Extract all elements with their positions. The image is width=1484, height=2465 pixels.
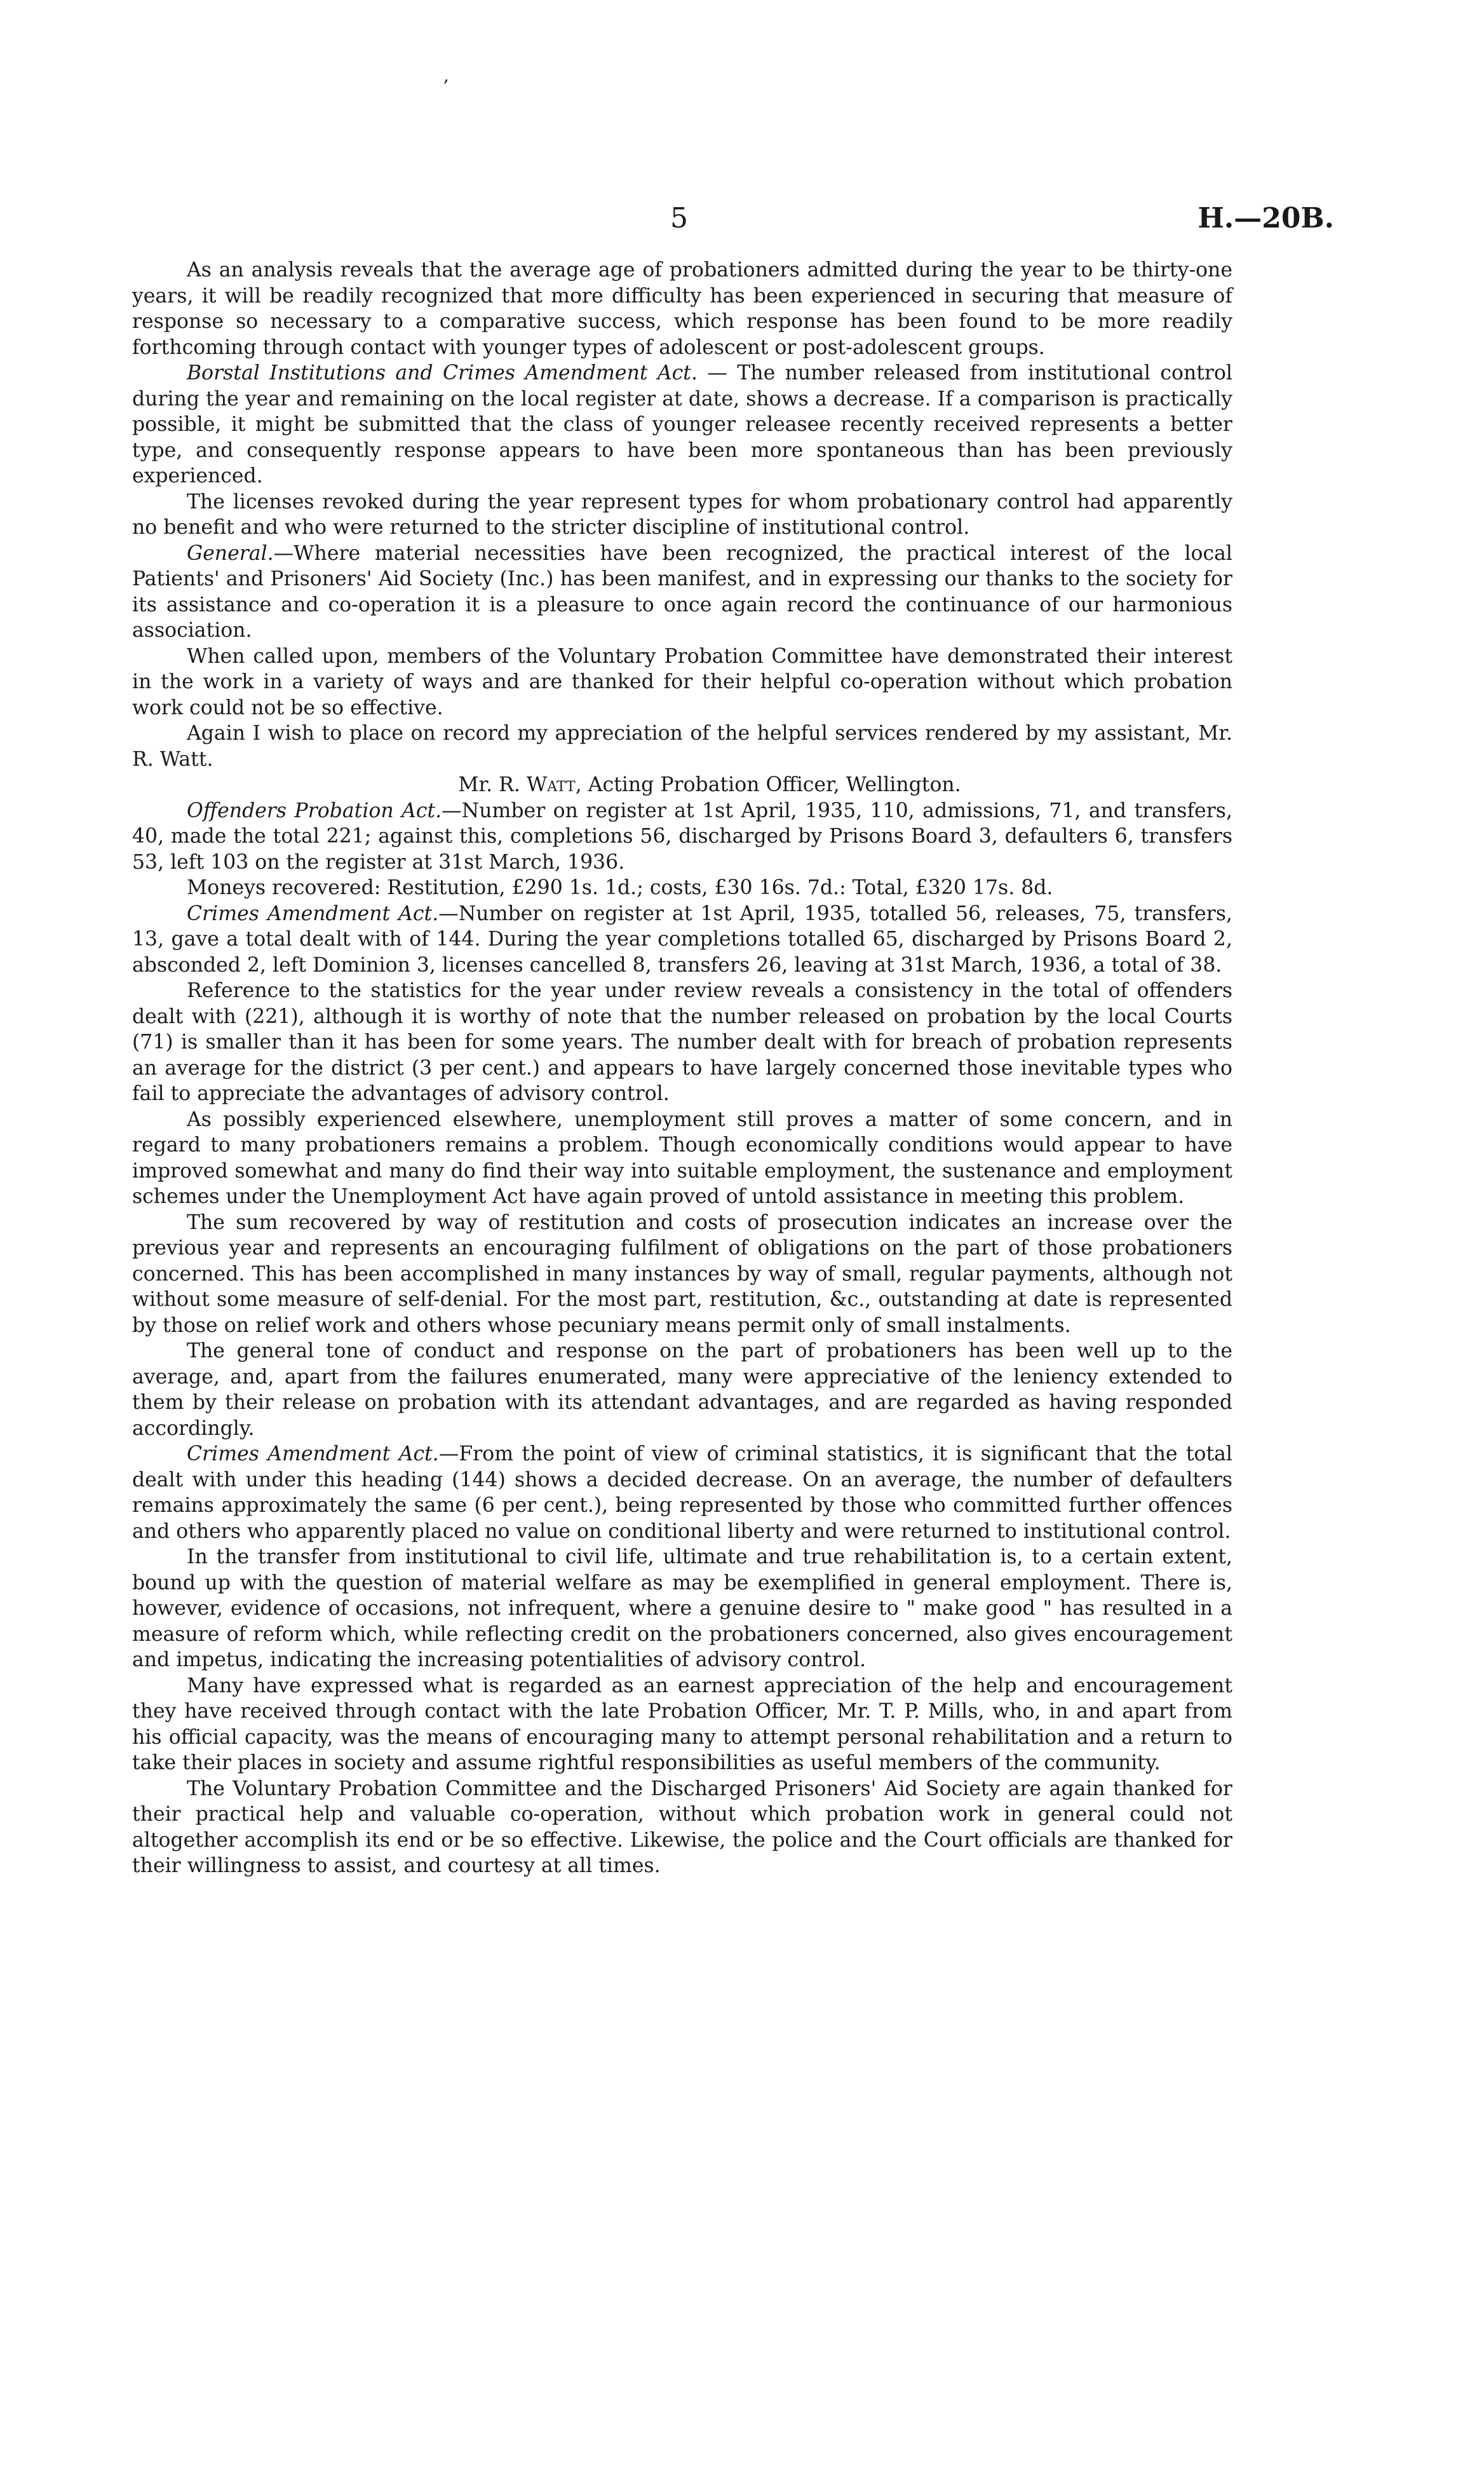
paragraph: The sum recovered by way of restitution and costs of prosecution indicates an increase over the previous year and represents an encouraging fulfilment of obligations on the part of those probationers concerned. This has been accomplished in many instances by way of small, regular payments, although not without some measure of self-denial. For the most part, restitution, &c., outstanding at date is represented by those on relief work and others whose pecuniary means permit only of small instalments. (132, 1211, 1232, 1337)
paragraph: Reference to the statistics for the year under review reveals a consistency in the total of offenders dealt with (221), although it is worthy of note that the number released on probation by the local Courts (71) is smaller than it has been for some years. The number dealt with for breach of probation represents an average for the district (3 per cent.) and appears to have largely concerned those inevitable types who fail to appreciate the advantages of advisory control. (132, 979, 1232, 1105)
paragraph: Many have expressed what is regarded as an earnest appreciation of the help and encouragement they have received through contact with the late Probation Officer, Mr. T. P. Mills, who, in and apart from his official capacity, was the means of encouraging many to attempt personal rehabilitation and a return to take their places in society and assume rightful responsibilities as useful members of the community. (132, 1674, 1232, 1774)
paragraph: The general tone of conduct and response on the part of probationers has been well up to the average, and, apart from the failures enumerated, many were appreciative of the leniency extended to them by their release on probation with its attendant advantages, and are regarded as having responded accordingly. (132, 1340, 1232, 1440)
paragraph-heading: Offenders Probation Act. (187, 799, 442, 822)
paragraph: In the transfer from institutional to civil life, ultimate and true rehabilitation is, to a certain extent, bound up with the question of material welfare as may be exemplified in general employment. There is, however, evidence of occasions, not infrequent, where a genuine desire to " make good " has resulted in a measure of reform which, while reflecting credit on the probationers concerned, also gives encouragement and impetus, indicating the increasing potentialities of advisory control. (132, 1545, 1232, 1671)
paragraph (132, 360, 1232, 489)
paragraph: Moneys recovered: Restitution, £290 1s. 1d.; costs, £30 16s. 7d.: Total, £320 17s. 8d. (187, 876, 1053, 899)
paragraph (132, 798, 1232, 876)
paragraph: As an analysis reveals that the average age of probationers admitted during the year to be thirty-one years, it will be readily recognized that more difficulty has been experienced in securing that measure of response so necessary to a comparative success, which response has been found to be more readily forthcoming through contact with younger types of adolescent or post-adolescent groups. (132, 259, 1232, 359)
paragraph: When called upon, members of the Voluntary Probation Committee have demonstrated their interest in the work in a variety of ways and are thanked for their helpful co-operation without which probation work could not be so effective. (132, 644, 1232, 719)
paragraph: Again I wish to place on record my appreciation of the helpful services rendered by my assistant, Mr. R. Watt. (132, 722, 1232, 771)
section-heading (132, 772, 1232, 798)
paragraph-text: —Number on register at 1st April, 1935, 110, admissions, 71, and transfers, 40, made the total 221; against this, completions 56, discharged by Prisons Board 3, defaulters 6, transfers 53, left 103 on the register at 31st March, 1936. (132, 799, 1232, 874)
paragraph (132, 901, 1232, 979)
paragraph-heading: Crimes Amendment Act. (187, 902, 439, 925)
document-reference: H.—20B. (1197, 202, 1334, 234)
paragraph-heading: Crimes Amendment Act. (187, 1443, 439, 1465)
heading-prefix: Mr. R. (458, 773, 527, 796)
paragraph-heading: General. (187, 541, 274, 565)
paragraph-text: —From the point of view of criminal statistics, it is significant that the total dealt with under this heading (144) shows a decided decrease. On an average, the number of defaulters remains approximately the same (6 per cent.), being represented by those who committed further offences and others who apparently placed no value on conditional liberty and were returned to institutional control. (132, 1443, 1232, 1543)
body-text (132, 257, 1232, 1879)
paragraph: The Voluntary Probation Committee and the Discharged Prisoners' Aid Society are again thanked for their practical help and valuable co-operation, without which probation work in general could not altogether accomplish its end or be so effective. Likewise, the police and the Court officials are thanked for their willingness to assist, and courtesy at all times. (132, 1777, 1232, 1877)
paragraph (132, 541, 1232, 644)
paragraph-text: —Number on register at 1st April, 1935, totalled 56, releases, 75, transfers, 13, gave a total dealt with of 144. During the year completions totalled 65, discharged by Prisons Board 2, absconded 2, left Dominion 3, licenses cancelled 8, transfers 26, leaving at 31st March, 1936, a total of 38. (132, 902, 1232, 977)
stray-mark: , (443, 65, 449, 86)
paragraph: The licenses revoked during the year represent types for whom probationary control had apparently no benefit and who were returned to the stricter discipline of institutional control. (132, 490, 1232, 539)
paragraph: As possibly experienced elsewhere, unemployment still proves a matter of some concern, and in regard to many probationers remains a problem. Though economically conditions would appear to have improved somewhat and many do find their way into suitable employment, the sustenance and employment schemes under the Unemployment Act have again proved of untold assistance in meeting this problem. (132, 1108, 1232, 1208)
heading-suffix: , Acting Probation Officer, Wellington. (575, 773, 961, 796)
paragraph (132, 1441, 1232, 1544)
paragraph-text: —Where material necessities have been recognized, the practical interest of the local Patients' and Prisoners' Aid Society (Inc.) has been manifest, and in expressing our thanks to the society for its assistance and co-operation it is a pleasure to once again record the continuance of our harmonious association. (132, 541, 1232, 642)
heading-name: Watt (526, 773, 576, 796)
paragraph-text: — The number released from institutional control during the year and remaining on the local register at date, shows a decrease. If a comparison is practically possible, it might be submitted that the class of younger releasee recently received represents a better type, and consequently response appears to have been more spontaneous than has been previously experienced. (132, 362, 1232, 487)
paragraph-heading: Borstal Institutions and Crimes Amendment Act. (187, 362, 698, 384)
page-number: 5 (670, 202, 688, 234)
